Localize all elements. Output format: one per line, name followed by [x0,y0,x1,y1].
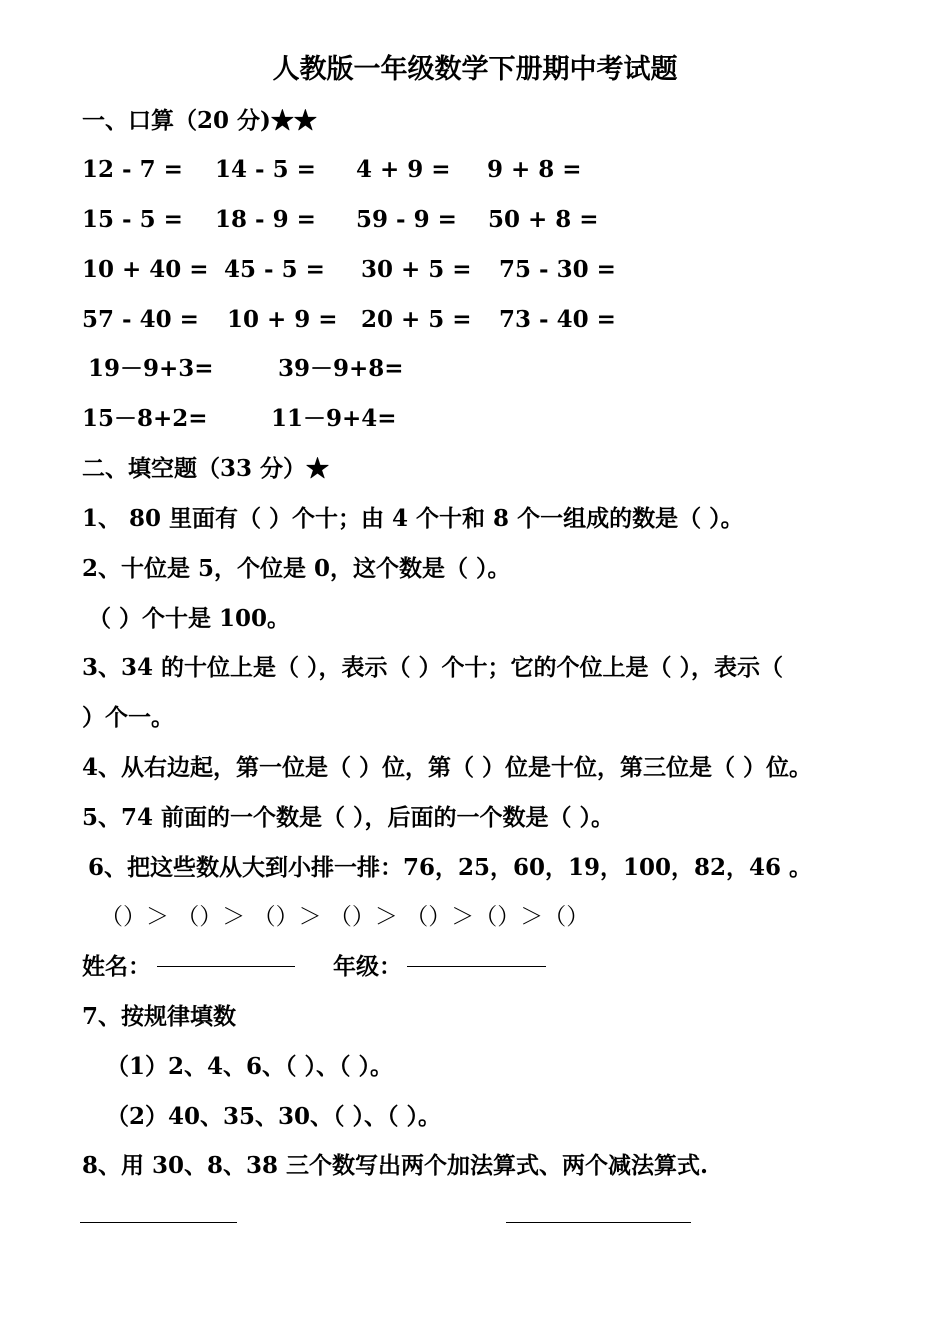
problem: 12 - 7 = [82,156,183,183]
problem: 50 + 8 = [488,206,599,233]
problem: 9 + 8 = [487,156,582,183]
grade-label: 年级： [333,953,402,980]
question-4: 4、从右边起，第一位是（ ）位，第（ ）位是十位，第三位是（ ）位。 [82,754,813,781]
problem: 73 - 40 = [499,306,616,333]
question-7-1: （1）2、4、6、（ ）、（ ）。 [106,1053,394,1080]
question-3b: ）个一。 [82,704,174,731]
question-1: 1、 80 里面有（ ）个十；由 4 个十和 8 个一组成的数是（ ）。 [82,505,744,532]
problem: 15 - 5 = [82,206,183,233]
problem: 14 - 5 = [215,156,316,183]
grade-blank[interactable] [407,966,546,967]
section2-heading: 二、填空题（33 分）★ [82,455,330,482]
question-6: 6、把这些数从大到小排一排：76，25，60，19，100，82，46 。 [88,854,813,881]
problem: 15－8+2= [82,405,208,432]
problem: 18 - 9 = [215,206,316,233]
problem: 19－9+3= [88,355,214,382]
problem: 10 + 9 = [227,306,338,333]
problem: 30 + 5 = [361,256,472,283]
problem: 75 - 30 = [499,256,616,283]
page-title: 人教版一年级数学下册期中考试题 [272,54,678,85]
problem: 4 + 9 = [356,156,451,183]
name-blank[interactable] [157,966,295,967]
problem: 59 - 9 = [356,206,457,233]
answer-blank-left[interactable] [80,1222,237,1223]
problem: 11－9+4= [271,405,397,432]
question-6-answer: （）＞ （）＞ （）＞ （）＞ （）＞（）＞（） [100,904,590,930]
problem: 10 + 40 = [82,256,209,283]
problem: 57 - 40 = [82,306,199,333]
problem: 39－9+8= [278,355,404,382]
question-7: 7、按规律填数 [82,1003,237,1030]
question-5: 5、74 前面的一个数是（ ），后面的一个数是（ ）。 [82,804,615,831]
section1-heading: 一、口算（20 分)★★ [82,107,317,134]
problem: 45 - 5 = [224,256,325,283]
question-2b: （ ）个十是 100。 [88,605,291,632]
question-3a: 3、34 的十位上是（ ），表示（ ）个十；它的个位上是（ ），表示（ [82,654,784,681]
question-7-2: （2）40、35、30、（ ）、（ ）。 [106,1103,442,1130]
problem: 20 + 5 = [361,306,472,333]
question-2a: 2、十位是 5，个位是 0，这个数是（ ）。 [82,555,511,582]
name-label: 姓名： [82,953,151,980]
answer-blank-right[interactable] [506,1222,691,1223]
question-8: 8、用 30、8、38 三个数写出两个加法算式、两个减法算式. [82,1152,709,1179]
